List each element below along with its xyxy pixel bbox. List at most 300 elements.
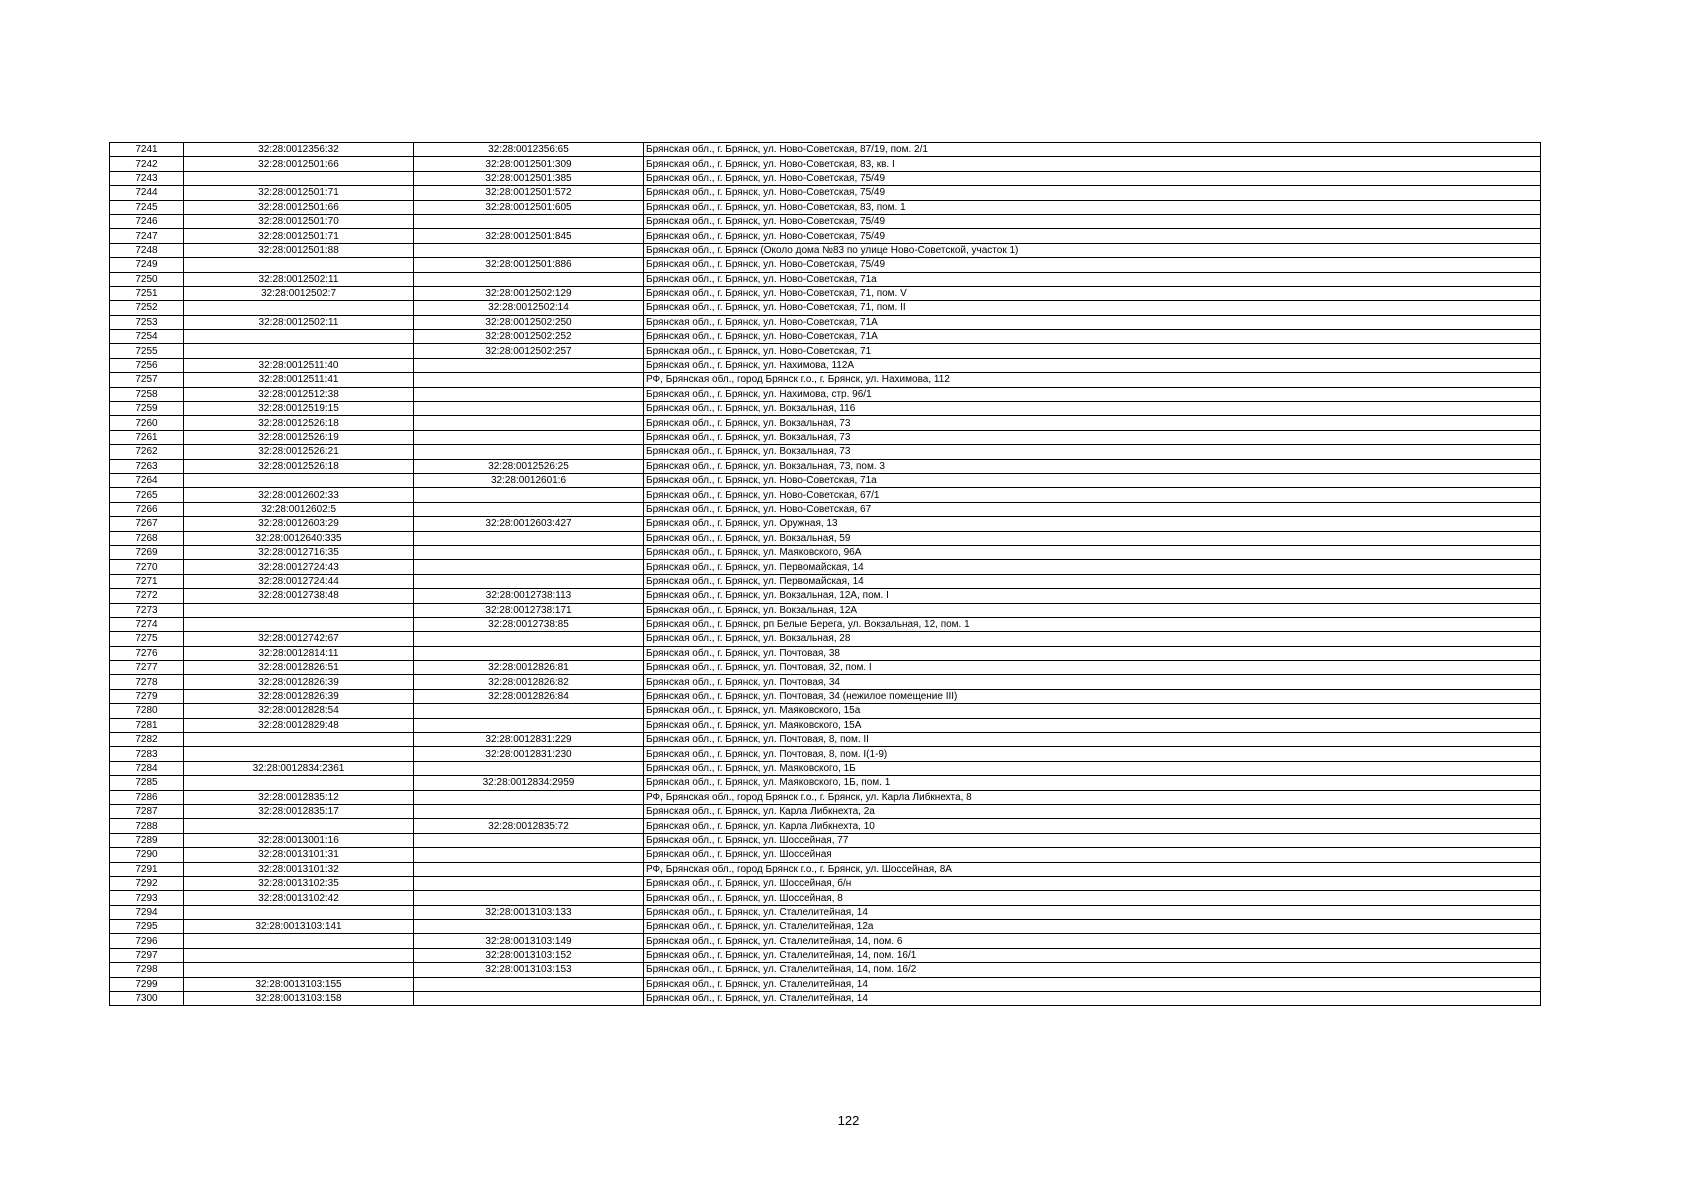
table-row (110, 531, 1541, 545)
object-cadastral-number-cell: 32:28:0012502:252 (414, 330, 644, 344)
object-cadastral-number-cell (414, 848, 644, 862)
address-cell: Брянская обл., г. Брянск, ул. Сталелитейная, 14, пом. 6 (644, 934, 1541, 948)
land-cadastral-number-cell: 32:28:0013101:32 (184, 862, 414, 876)
object-cadastral-number-cell (414, 704, 644, 718)
object-cadastral-number-cell: 32:28:0012603:427 (414, 517, 644, 531)
land-cadastral-number-cell (184, 473, 414, 487)
address-cell: Брянская обл., г. Брянск, ул. Вокзальная, 73 (644, 416, 1541, 430)
land-cadastral-number-cell: 32:28:0012501:66 (184, 200, 414, 214)
land-cadastral-number-cell: 32:28:0012829:48 (184, 718, 414, 732)
table-row (110, 171, 1541, 185)
object-cadastral-number-cell: 32:28:0012738:171 (414, 603, 644, 617)
object-cadastral-number-cell: 32:28:0012834:2959 (414, 776, 644, 790)
address-cell: Брянская обл., г. Брянск, ул. Вокзальная, 73 (644, 430, 1541, 444)
object-cadastral-number-cell: 32:28:0012501:845 (414, 229, 644, 243)
land-cadastral-number-cell: 32:28:0012602:5 (184, 502, 414, 516)
object-cadastral-number-cell (414, 373, 644, 387)
address-cell: Брянская обл., г. Брянск, рп Белые Берега, ул. Вокзальная, 12, пом. 1 (644, 617, 1541, 631)
address-cell: Брянская обл., г. Брянск, ул. Маяковского, 15а (644, 704, 1541, 718)
object-cadastral-number-cell: 32:28:0012831:230 (414, 747, 644, 761)
object-cadastral-number-cell: 32:28:0012526:25 (414, 459, 644, 473)
row-number-cell: 7242 (110, 157, 184, 171)
object-cadastral-number-cell: 32:28:0012831:229 (414, 733, 644, 747)
land-cadastral-number-cell: 32:28:0012602:33 (184, 488, 414, 502)
land-cadastral-number-cell: 32:28:0012526:19 (184, 430, 414, 444)
row-number-cell: 7264 (110, 473, 184, 487)
address-cell: Брянская обл., г. Брянск, ул. Почтовая, 34 (644, 675, 1541, 689)
table-row (110, 214, 1541, 228)
table-row (110, 704, 1541, 718)
table-row (110, 373, 1541, 387)
object-cadastral-number-cell (414, 402, 644, 416)
row-number-cell: 7290 (110, 848, 184, 862)
address-cell: Брянская обл., г. Брянск, ул. Сталелитейная, 14 (644, 992, 1541, 1006)
land-cadastral-number-cell (184, 934, 414, 948)
land-cadastral-number-cell: 32:28:0012640:335 (184, 531, 414, 545)
object-cadastral-number-cell (414, 430, 644, 444)
address-cell: Брянская обл., г. Брянск, ул. Сталелитейная, 14, пом. 16/2 (644, 963, 1541, 977)
row-number-cell: 7265 (110, 488, 184, 502)
object-cadastral-number-cell: 32:28:0012826:82 (414, 675, 644, 689)
land-cadastral-number-cell (184, 948, 414, 962)
address-cell: Брянская обл., г. Брянск, ул. Ново-Советская, 83, пом. 1 (644, 200, 1541, 214)
address-cell: Брянская обл., г. Брянск, ул. Сталелитейная, 14 (644, 977, 1541, 991)
object-cadastral-number-cell (414, 920, 644, 934)
row-number-cell: 7259 (110, 402, 184, 416)
row-number-cell: 7250 (110, 272, 184, 286)
object-cadastral-number-cell: 32:28:0012502:257 (414, 344, 644, 358)
land-cadastral-number-cell: 32:28:0012501:71 (184, 229, 414, 243)
land-cadastral-number-cell: 32:28:0012724:44 (184, 574, 414, 588)
page-number: 122 (837, 1113, 860, 1128)
address-cell: Брянская обл., г. Брянск, ул. Оружная, 13 (644, 517, 1541, 531)
object-cadastral-number-cell: 32:28:0012501:385 (414, 171, 644, 185)
table-row (110, 416, 1541, 430)
land-cadastral-number-cell (184, 819, 414, 833)
address-cell: РФ, Брянская обл., город Брянск г.о., г. Брянск, ул. Карла Либкнехта, 8 (644, 790, 1541, 804)
address-cell: РФ, Брянская обл., город Брянск г.о., г. Брянск, ул. Шоссейная, 8А (644, 862, 1541, 876)
object-cadastral-number-cell: 32:28:0012356:65 (414, 143, 644, 157)
row-number-cell: 7284 (110, 761, 184, 775)
land-cadastral-number-cell: 32:28:0012826:51 (184, 661, 414, 675)
table-row (110, 661, 1541, 675)
row-number-cell: 7255 (110, 344, 184, 358)
address-cell: Брянская обл., г. Брянск, ул. Сталелитейная, 14, пом. 16/1 (644, 948, 1541, 962)
address-cell: Брянская обл., г. Брянск, ул. Ново-Советская, 87/19, пом. 2/1 (644, 143, 1541, 157)
object-cadastral-number-cell: 32:28:0012826:81 (414, 661, 644, 675)
table-row (110, 733, 1541, 747)
address-cell: Брянская обл., г. Брянск, ул. Сталелитейная, 12а (644, 920, 1541, 934)
land-cadastral-number-cell: 32:28:0012502:11 (184, 272, 414, 286)
row-number-cell: 7254 (110, 330, 184, 344)
land-cadastral-number-cell: 32:28:0013102:42 (184, 891, 414, 905)
row-number-cell: 7279 (110, 689, 184, 703)
table-row (110, 344, 1541, 358)
table-row (110, 574, 1541, 588)
object-cadastral-number-cell: 32:28:0012835:72 (414, 819, 644, 833)
land-cadastral-number-cell: 32:28:0013103:141 (184, 920, 414, 934)
land-cadastral-number-cell (184, 776, 414, 790)
table-row (110, 200, 1541, 214)
address-cell: Брянская обл., г. Брянск, ул. Почтовая, 8, пом. I(1-9) (644, 747, 1541, 761)
land-cadastral-number-cell: 32:28:0013103:155 (184, 977, 414, 991)
row-number-cell: 7266 (110, 502, 184, 516)
row-number-cell: 7300 (110, 992, 184, 1006)
land-cadastral-number-cell (184, 301, 414, 315)
land-cadastral-number-cell: 32:28:0012603:29 (184, 517, 414, 531)
row-number-cell: 7249 (110, 258, 184, 272)
row-number-cell: 7244 (110, 186, 184, 200)
land-cadastral-number-cell: 32:28:0012742:67 (184, 632, 414, 646)
address-cell: Брянская обл., г. Брянск, ул. Ново-Советская, 71, пом. II (644, 301, 1541, 315)
row-number-cell: 7299 (110, 977, 184, 991)
row-number-cell: 7274 (110, 617, 184, 631)
object-cadastral-number-cell: 32:28:0013103:152 (414, 948, 644, 962)
land-cadastral-number-cell: 32:28:0012501:70 (184, 214, 414, 228)
land-cadastral-number-cell: 32:28:0012502:7 (184, 286, 414, 300)
land-cadastral-number-cell: 32:28:0012526:21 (184, 445, 414, 459)
table-row (110, 258, 1541, 272)
address-cell: Брянская обл., г. Брянск, ул. Почтовая, 8, пом. II (644, 733, 1541, 747)
land-cadastral-number-cell: 32:28:0012511:41 (184, 373, 414, 387)
object-cadastral-number-cell (414, 272, 644, 286)
row-number-cell: 7258 (110, 387, 184, 401)
table-row (110, 430, 1541, 444)
land-cadastral-number-cell: 32:28:0013103:158 (184, 992, 414, 1006)
address-cell: Брянская обл., г. Брянск, ул. Ново-Советская, 71, пом. V (644, 286, 1541, 300)
table-row (110, 445, 1541, 459)
row-number-cell: 7251 (110, 286, 184, 300)
object-cadastral-number-cell: 32:28:0012501:605 (414, 200, 644, 214)
table-row (110, 948, 1541, 962)
land-cadastral-number-cell: 32:28:0012828:54 (184, 704, 414, 718)
address-cell: Брянская обл., г. Брянск, ул. Шоссейная (644, 848, 1541, 862)
object-cadastral-number-cell (414, 833, 644, 847)
object-cadastral-number-cell (414, 977, 644, 991)
row-number-cell: 7247 (110, 229, 184, 243)
row-number-cell: 7257 (110, 373, 184, 387)
row-number-cell: 7248 (110, 243, 184, 257)
row-number-cell: 7287 (110, 804, 184, 818)
row-number-cell: 7252 (110, 301, 184, 315)
row-number-cell: 7281 (110, 718, 184, 732)
address-cell: Брянская обл., г. Брянск, ул. Ново-Советская, 71 (644, 344, 1541, 358)
address-cell: Брянская обл., г. Брянск, ул. Шоссейная, 77 (644, 833, 1541, 847)
land-cadastral-number-cell: 32:28:0012519:15 (184, 402, 414, 416)
row-number-cell: 7291 (110, 862, 184, 876)
table-row (110, 502, 1541, 516)
address-cell: Брянская обл., г. Брянск, ул. Маяковского, 96А (644, 545, 1541, 559)
row-number-cell: 7267 (110, 517, 184, 531)
object-cadastral-number-cell: 32:28:0012738:113 (414, 589, 644, 603)
address-cell: Брянская обл., г. Брянск, ул. Ново-Советская, 75/49 (644, 171, 1541, 185)
table-row (110, 977, 1541, 991)
object-cadastral-number-cell (414, 992, 644, 1006)
address-cell: Брянская обл., г. Брянск, ул. Ново-Советская, 67/1 (644, 488, 1541, 502)
table-row (110, 272, 1541, 286)
row-number-cell: 7292 (110, 876, 184, 890)
row-number-cell: 7295 (110, 920, 184, 934)
land-cadastral-number-cell: 32:28:0012716:35 (184, 545, 414, 559)
address-cell: Брянская обл., г. Брянск, ул. Первомайская, 14 (644, 574, 1541, 588)
row-number-cell: 7277 (110, 661, 184, 675)
object-cadastral-number-cell: 32:28:0012502:129 (414, 286, 644, 300)
address-cell: Брянская обл., г. Брянск, ул. Сталелитейная, 14 (644, 905, 1541, 919)
table-row (110, 747, 1541, 761)
object-cadastral-number-cell (414, 632, 644, 646)
object-cadastral-number-cell (414, 416, 644, 430)
object-cadastral-number-cell (414, 574, 644, 588)
land-cadastral-number-cell (184, 963, 414, 977)
object-cadastral-number-cell (414, 790, 644, 804)
object-cadastral-number-cell: 32:28:0012601:6 (414, 473, 644, 487)
table-row (110, 186, 1541, 200)
table-row (110, 243, 1541, 257)
land-cadastral-number-cell: 32:28:0012814:11 (184, 646, 414, 660)
address-cell: Брянская обл., г. Брянск, ул. Ново-Советская, 75/49 (644, 229, 1541, 243)
row-number-cell: 7283 (110, 747, 184, 761)
row-number-cell: 7269 (110, 545, 184, 559)
table-row (110, 315, 1541, 329)
object-cadastral-number-cell: 32:28:0013103:133 (414, 905, 644, 919)
land-cadastral-number-cell (184, 905, 414, 919)
land-cadastral-number-cell (184, 330, 414, 344)
object-cadastral-number-cell (414, 545, 644, 559)
land-cadastral-number-cell (184, 344, 414, 358)
land-cadastral-number-cell (184, 603, 414, 617)
table-row (110, 934, 1541, 948)
table-row (110, 330, 1541, 344)
row-number-cell: 7293 (110, 891, 184, 905)
row-number-cell: 7297 (110, 948, 184, 962)
table-row (110, 358, 1541, 372)
object-cadastral-number-cell (414, 502, 644, 516)
row-number-cell: 7256 (110, 358, 184, 372)
object-cadastral-number-cell (414, 761, 644, 775)
table-row (110, 876, 1541, 890)
row-number-cell: 7282 (110, 733, 184, 747)
land-cadastral-number-cell: 32:28:0012501:88 (184, 243, 414, 257)
object-cadastral-number-cell (414, 560, 644, 574)
land-cadastral-number-cell: 32:28:0012724:43 (184, 560, 414, 574)
table-row (110, 301, 1541, 315)
table-row (110, 920, 1541, 934)
registry-table-body (110, 143, 1541, 1006)
address-cell: Брянская обл., г. Брянск, ул. Почтовая, 32, пом. I (644, 661, 1541, 675)
object-cadastral-number-cell: 32:28:0012826:84 (414, 689, 644, 703)
table-row (110, 718, 1541, 732)
table-row (110, 646, 1541, 660)
address-cell: Брянская обл., г. Брянск, ул. Ново-Советская, 71А (644, 315, 1541, 329)
row-number-cell: 7246 (110, 214, 184, 228)
row-number-cell: 7262 (110, 445, 184, 459)
row-number-cell: 7296 (110, 934, 184, 948)
land-cadastral-number-cell: 32:28:0013001:16 (184, 833, 414, 847)
table-row (110, 143, 1541, 157)
object-cadastral-number-cell: 32:28:0012501:886 (414, 258, 644, 272)
object-cadastral-number-cell (414, 891, 644, 905)
object-cadastral-number-cell (414, 445, 644, 459)
object-cadastral-number-cell: 32:28:0012501:309 (414, 157, 644, 171)
object-cadastral-number-cell (414, 243, 644, 257)
table-row (110, 488, 1541, 502)
table-row (110, 963, 1541, 977)
table-row (110, 603, 1541, 617)
address-cell: Брянская обл., г. Брянск, ул. Вокзальная, 73, пом. 3 (644, 459, 1541, 473)
address-cell: Брянская обл., г. Брянск, ул. Нахимова, 112А (644, 358, 1541, 372)
row-number-cell: 7253 (110, 315, 184, 329)
table-row (110, 229, 1541, 243)
table-row (110, 560, 1541, 574)
table-row (110, 632, 1541, 646)
address-cell: Брянская обл., г. Брянск, ул. Маяковского, 1Б, пом. 1 (644, 776, 1541, 790)
land-cadastral-number-cell: 32:28:0012501:71 (184, 186, 414, 200)
row-number-cell: 7288 (110, 819, 184, 833)
table-row (110, 905, 1541, 919)
object-cadastral-number-cell: 32:28:0013103:153 (414, 963, 644, 977)
address-cell: Брянская обл., г. Брянск, ул. Маяковского, 15А (644, 718, 1541, 732)
row-number-cell: 7280 (110, 704, 184, 718)
table-row (110, 804, 1541, 818)
land-cadastral-number-cell: 32:28:0012356:32 (184, 143, 414, 157)
table-row (110, 545, 1541, 559)
table-row (110, 689, 1541, 703)
object-cadastral-number-cell (414, 387, 644, 401)
table-row (110, 891, 1541, 905)
object-cadastral-number-cell: 32:28:0012502:250 (414, 315, 644, 329)
address-cell: Брянская обл., г. Брянск, ул. Нахимова, стр. 96/1 (644, 387, 1541, 401)
address-cell: Брянская обл., г. Брянск, ул. Ново-Советская, 71А (644, 330, 1541, 344)
address-cell: Брянская обл., г. Брянск, ул. Маяковского, 1Б (644, 761, 1541, 775)
row-number-cell: 7260 (110, 416, 184, 430)
row-number-cell: 7243 (110, 171, 184, 185)
table-row (110, 157, 1541, 171)
address-cell: Брянская обл., г. Брянск, ул. Вокзальная, 12А (644, 603, 1541, 617)
row-number-cell: 7272 (110, 589, 184, 603)
address-cell: Брянская обл., г. Брянск, ул. Карла Либкнехта, 2а (644, 804, 1541, 818)
address-cell: Брянская обл., г. Брянск, ул. Вокзальная, 116 (644, 402, 1541, 416)
row-number-cell: 7273 (110, 603, 184, 617)
land-cadastral-number-cell: 32:28:0012511:40 (184, 358, 414, 372)
address-cell: Брянская обл., г. Брянск, ул. Ново-Советская, 71а (644, 272, 1541, 286)
table-row (110, 761, 1541, 775)
address-cell: Брянская обл., г. Брянск, ул. Вокзальная, 73 (644, 445, 1541, 459)
address-cell: Брянская обл., г. Брянск, ул. Ново-Советская, 75/49 (644, 186, 1541, 200)
object-cadastral-number-cell (414, 358, 644, 372)
table-row (110, 790, 1541, 804)
row-number-cell: 7241 (110, 143, 184, 157)
row-number-cell: 7268 (110, 531, 184, 545)
object-cadastral-number-cell (414, 214, 644, 228)
land-cadastral-number-cell: 32:28:0013101:31 (184, 848, 414, 862)
table-row (110, 402, 1541, 416)
row-number-cell: 7263 (110, 459, 184, 473)
land-cadastral-number-cell: 32:28:0012502:11 (184, 315, 414, 329)
row-number-cell: 7285 (110, 776, 184, 790)
object-cadastral-number-cell: 32:28:0012738:85 (414, 617, 644, 631)
land-cadastral-number-cell (184, 617, 414, 631)
land-cadastral-number-cell (184, 733, 414, 747)
address-cell: Брянская обл., г. Брянск, ул. Ново-Советская, 71а (644, 473, 1541, 487)
land-cadastral-number-cell: 32:28:0012834:2361 (184, 761, 414, 775)
object-cadastral-number-cell: 32:28:0012502:14 (414, 301, 644, 315)
row-number-cell: 7271 (110, 574, 184, 588)
address-cell: Брянская обл., г. Брянск, ул. Карла Либкнехта, 10 (644, 819, 1541, 833)
table-row (110, 992, 1541, 1006)
row-number-cell: 7261 (110, 430, 184, 444)
row-number-cell: 7275 (110, 632, 184, 646)
land-cadastral-number-cell: 32:28:0012526:18 (184, 459, 414, 473)
address-cell: Брянская обл., г. Брянск, ул. Шоссейная, б/н (644, 876, 1541, 890)
object-cadastral-number-cell (414, 876, 644, 890)
land-cadastral-number-cell (184, 171, 414, 185)
land-cadastral-number-cell: 32:28:0012501:66 (184, 157, 414, 171)
land-cadastral-number-cell: 32:28:0012738:48 (184, 589, 414, 603)
address-cell: Брянская обл., г. Брянск, ул. Ново-Советская, 67 (644, 502, 1541, 516)
table-row (110, 819, 1541, 833)
land-cadastral-number-cell: 32:28:0012826:39 (184, 689, 414, 703)
row-number-cell: 7278 (110, 675, 184, 689)
table-row (110, 862, 1541, 876)
address-cell: Брянская обл., г. Брянск, ул. Вокзальная, 28 (644, 632, 1541, 646)
row-number-cell: 7245 (110, 200, 184, 214)
address-cell: Брянская обл., г. Брянск, ул. Почтовая, 38 (644, 646, 1541, 660)
row-number-cell: 7289 (110, 833, 184, 847)
object-cadastral-number-cell (414, 804, 644, 818)
table-row (110, 473, 1541, 487)
address-cell: Брянская обл., г. Брянск, ул. Шоссейная, 8 (644, 891, 1541, 905)
row-number-cell: 7286 (110, 790, 184, 804)
address-cell: Брянская обл., г. Брянск, ул. Первомайская, 14 (644, 560, 1541, 574)
table-row (110, 517, 1541, 531)
table-row (110, 286, 1541, 300)
row-number-cell: 7276 (110, 646, 184, 660)
object-cadastral-number-cell (414, 488, 644, 502)
land-cadastral-number-cell: 32:28:0012512:38 (184, 387, 414, 401)
address-cell: Брянская обл., г. Брянск, ул. Вокзальная, 59 (644, 531, 1541, 545)
table-row (110, 459, 1541, 473)
address-cell: Брянская обл., г. Брянск (Около дома №83 по улице Ново-Советской, участок 1) (644, 243, 1541, 257)
table-row (110, 833, 1541, 847)
table-row (110, 848, 1541, 862)
object-cadastral-number-cell (414, 718, 644, 732)
table-row (110, 387, 1541, 401)
address-cell: Брянская обл., г. Брянск, ул. Ново-Советская, 83, кв. I (644, 157, 1541, 171)
land-cadastral-number-cell: 32:28:0012526:18 (184, 416, 414, 430)
address-cell: Брянская обл., г. Брянск, ул. Вокзальная, 12А, пом. I (644, 589, 1541, 603)
address-cell: РФ, Брянская обл., город Брянск г.о., г. Брянск, ул. Нахимова, 112 (644, 373, 1541, 387)
land-cadastral-number-cell (184, 258, 414, 272)
row-number-cell: 7298 (110, 963, 184, 977)
object-cadastral-number-cell (414, 646, 644, 660)
table-row (110, 776, 1541, 790)
land-cadastral-number-cell: 32:28:0013102:35 (184, 876, 414, 890)
row-number-cell: 7294 (110, 905, 184, 919)
object-cadastral-number-cell: 32:28:0013103:149 (414, 934, 644, 948)
land-cadastral-number-cell: 32:28:0012835:17 (184, 804, 414, 818)
land-cadastral-number-cell: 32:28:0012835:12 (184, 790, 414, 804)
row-number-cell: 7270 (110, 560, 184, 574)
land-cadastral-number-cell (184, 747, 414, 761)
address-cell: Брянская обл., г. Брянск, ул. Ново-Советская, 75/49 (644, 214, 1541, 228)
object-cadastral-number-cell (414, 862, 644, 876)
address-cell: Брянская обл., г. Брянск, ул. Ново-Советская, 75/49 (644, 258, 1541, 272)
land-cadastral-number-cell: 32:28:0012826:39 (184, 675, 414, 689)
table-row (110, 617, 1541, 631)
table-row (110, 589, 1541, 603)
registry-table (109, 142, 1541, 1006)
object-cadastral-number-cell: 32:28:0012501:572 (414, 186, 644, 200)
